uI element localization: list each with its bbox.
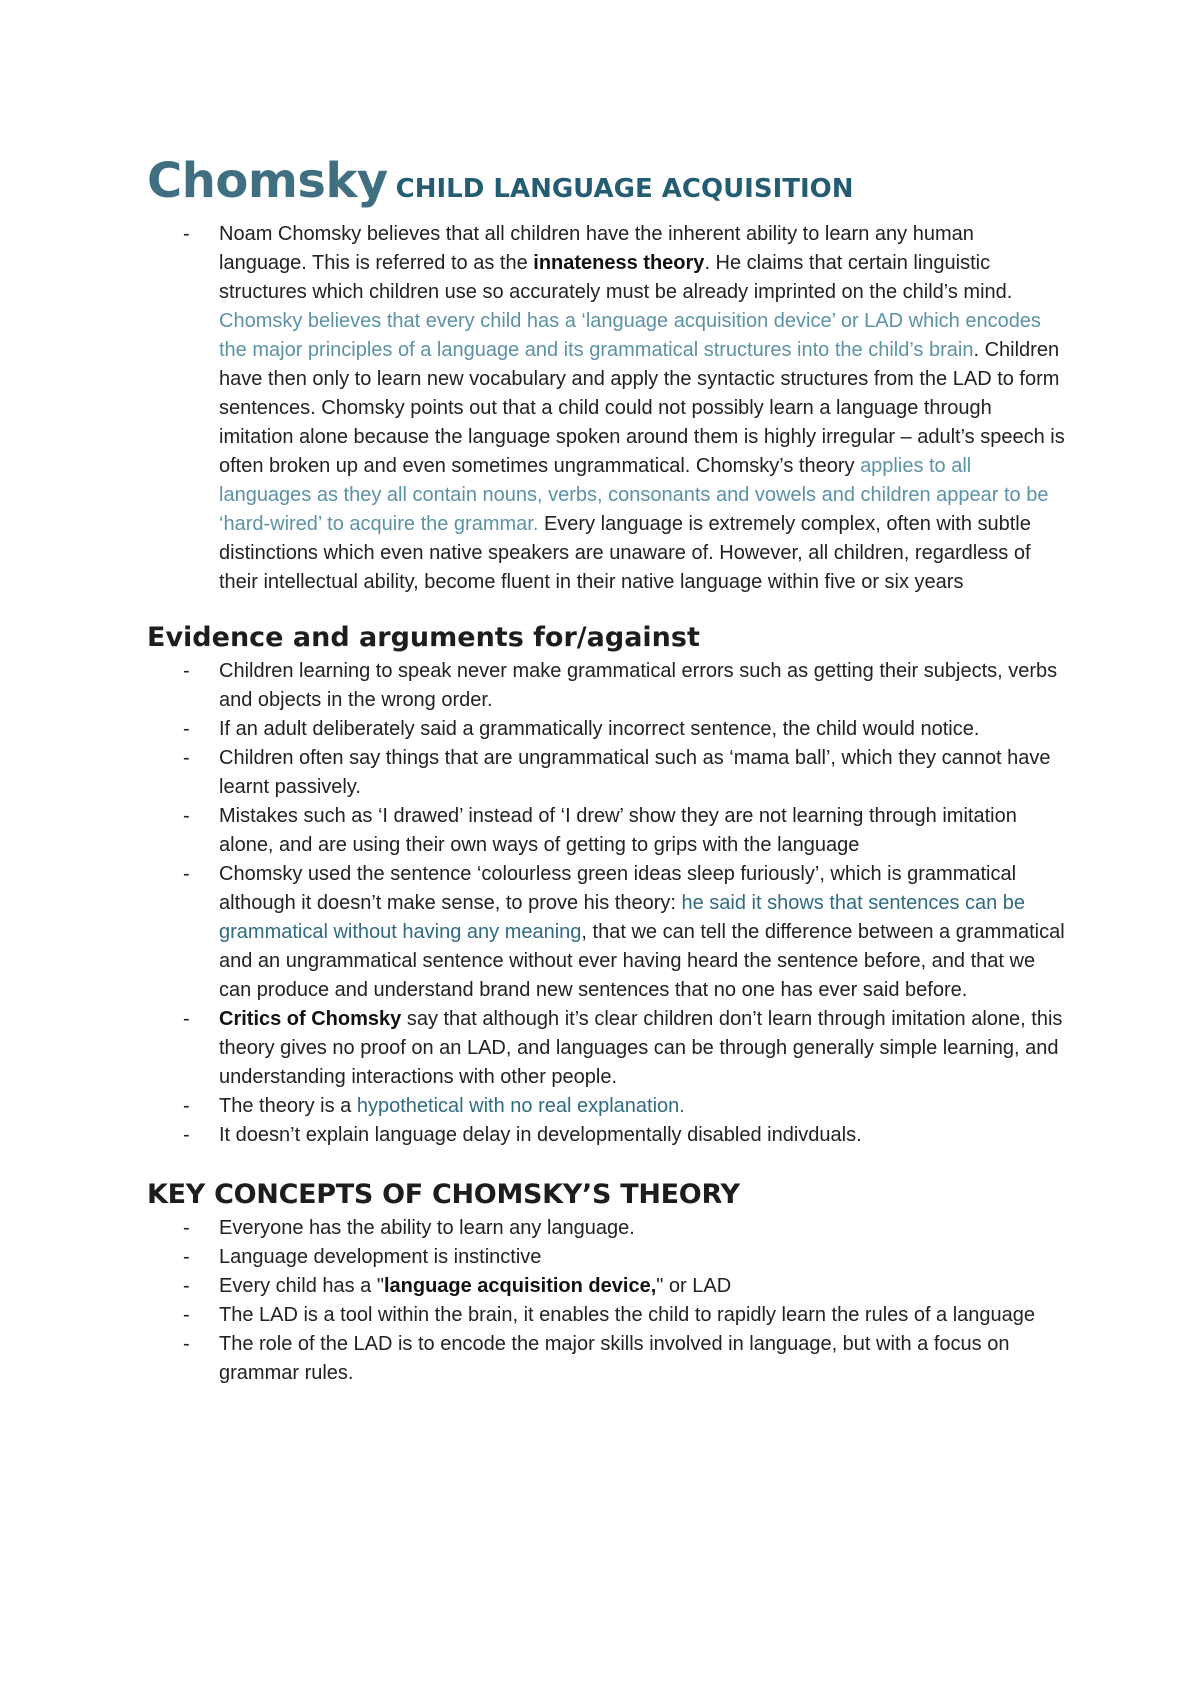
key-concepts-list bbox=[147, 1214, 1067, 1388]
list-item bbox=[147, 860, 1067, 1005]
list-item-text: Language development is instinctive bbox=[219, 1246, 542, 1268]
intro-text-1: Noam Chomsky believes that all children have the inherent ability to learn any human language. This is referred to as the bbox=[219, 223, 974, 274]
list-item-text: The LAD is a tool within the brain, it enables the child to rapidly learn the rules of a language bbox=[219, 1304, 1036, 1326]
intro-paragraph bbox=[147, 220, 1067, 597]
list-item-text: Chomsky used the sentence ‘colourless green ideas sleep furiously’, which is grammatical although it doesn’t make sense, to prove his theory: bbox=[219, 863, 1017, 914]
list-item bbox=[147, 1214, 1067, 1243]
intro-text-3: . Children have then only to learn new vocabulary and apply the syntactic structures from the LAD to form sentences. Chomsky points out that a child could not possibly learn a language through imitation alone because the language spoken around them is highly irregular – adult’s speech is often broken up and even sometimes ungrammatical. Chomsky’s theory bbox=[219, 339, 1065, 477]
list-bullet: - bbox=[183, 1304, 190, 1326]
list-bullet: - bbox=[183, 660, 190, 682]
intro-highlight-lad: Chomsky believes that every child has a ‘language acquisition device’ or LAD which encodes the major principles of a language and its grammatical structures into the child’s brain bbox=[219, 310, 1041, 361]
critics-term: Critics of Chomsky bbox=[219, 1008, 402, 1030]
lad-term: language acquisition device, bbox=[383, 1275, 657, 1297]
key-concepts-heading: KEY CONCEPTS OF CHOMSKY’S THEORY bbox=[147, 1179, 740, 1210]
list-item-text: say that although it’s clear children don’t learn through imitation alone, this theory gives no proof on an LAD, and languages can be through generally simple learning, and understanding interactions with other people. bbox=[219, 1008, 1063, 1088]
list-item bbox=[147, 1121, 1067, 1150]
list-item bbox=[147, 1005, 1067, 1092]
list-item bbox=[147, 1301, 1067, 1330]
list-item-text: Children often say things that are ungrammatical such as ‘mama ball’, which they cannot have learnt passively. bbox=[219, 747, 1051, 798]
list-bullet: - bbox=[183, 1275, 190, 1297]
list-item bbox=[147, 802, 1067, 860]
evidence-list bbox=[147, 657, 1067, 1150]
list-item-text: Children learning to speak never make grammatical errors such as getting their subjects, verbs and objects in the wrong order. bbox=[219, 660, 1058, 711]
list-bullet: - bbox=[183, 1124, 190, 1146]
intro-list bbox=[147, 220, 1067, 597]
intro-text-4: Every language is extremely complex, often with subtle distinctions which even native speakers are unaware of. However, all children, regardless of their intellectual ability, become fluent in their native language within five or six years bbox=[219, 513, 1031, 593]
list-bullet: - bbox=[183, 1095, 190, 1117]
list-bullet: - bbox=[183, 863, 190, 885]
innateness-theory-term: innateness theory bbox=[533, 252, 705, 274]
list-bullet: - bbox=[183, 718, 190, 740]
list-bullet: - bbox=[183, 1217, 190, 1239]
list-item-text: , that we can tell the difference between a grammatical and an ungrammatical sentence without ever having heard the sentence before, and that we can produce and understand brand new sentences that no one has ever said before. bbox=[219, 921, 1065, 1001]
list-bullet: - bbox=[183, 1333, 190, 1355]
list-item-highlight: hypothetical with no real explanation. bbox=[356, 1095, 685, 1117]
intro-highlight-languages: applies to all languages as they all contain nouns, verbs, consonants and vowels and children appear to be ‘hard-wired’ to acquire the grammar. bbox=[219, 455, 1049, 535]
list-item-text: Every child has a " bbox=[219, 1275, 384, 1297]
list-item bbox=[147, 1243, 1067, 1272]
list-item-text: If an adult deliberately said a grammatically incorrect sentence, the child would notice. bbox=[219, 718, 980, 740]
list-bullet: - bbox=[183, 1008, 190, 1030]
list-bullet: - bbox=[183, 805, 190, 827]
list-item-text: It doesn’t explain language delay in developmentally disabled indivduals. bbox=[219, 1124, 862, 1146]
list-item-text: The role of the LAD is to encode the major skills involved in language, but with a focus on grammar rules. bbox=[219, 1333, 1010, 1384]
list-item-text: Mistakes such as ‘I drawed’ instead of ‘I drew’ show they are not learning through imitation alone, and are using their own ways of getting to grips with the language bbox=[219, 805, 1017, 856]
list-item-text: The theory is a bbox=[219, 1095, 357, 1117]
list-item bbox=[147, 657, 1067, 715]
evidence-heading: Evidence and arguments for/against bbox=[147, 622, 700, 653]
list-item-text: Everyone has the ability to learn any language. bbox=[219, 1217, 635, 1239]
title-subtitle: CHILD LANGUAGE ACQUISITION bbox=[395, 174, 854, 204]
list-item bbox=[147, 1092, 1067, 1121]
list-item bbox=[147, 744, 1067, 802]
title-main: Chomsky bbox=[147, 153, 388, 209]
list-item bbox=[147, 715, 1067, 744]
list-bullet: - bbox=[183, 223, 190, 245]
list-item bbox=[147, 1272, 1067, 1301]
list-item-text: " or LAD bbox=[656, 1275, 732, 1297]
document-title bbox=[147, 150, 1067, 212]
list-item bbox=[147, 1330, 1067, 1388]
intro-text-2: . He claims that certain linguistic structures which children use so accurately must be already imprinted on the child’s mind. bbox=[219, 252, 1013, 303]
list-bullet: - bbox=[183, 1246, 190, 1268]
document-page bbox=[147, 150, 1067, 1388]
list-bullet: - bbox=[183, 747, 190, 769]
list-item-highlight: he said it shows that sentences can be grammatical without having any meaning bbox=[219, 892, 1026, 943]
